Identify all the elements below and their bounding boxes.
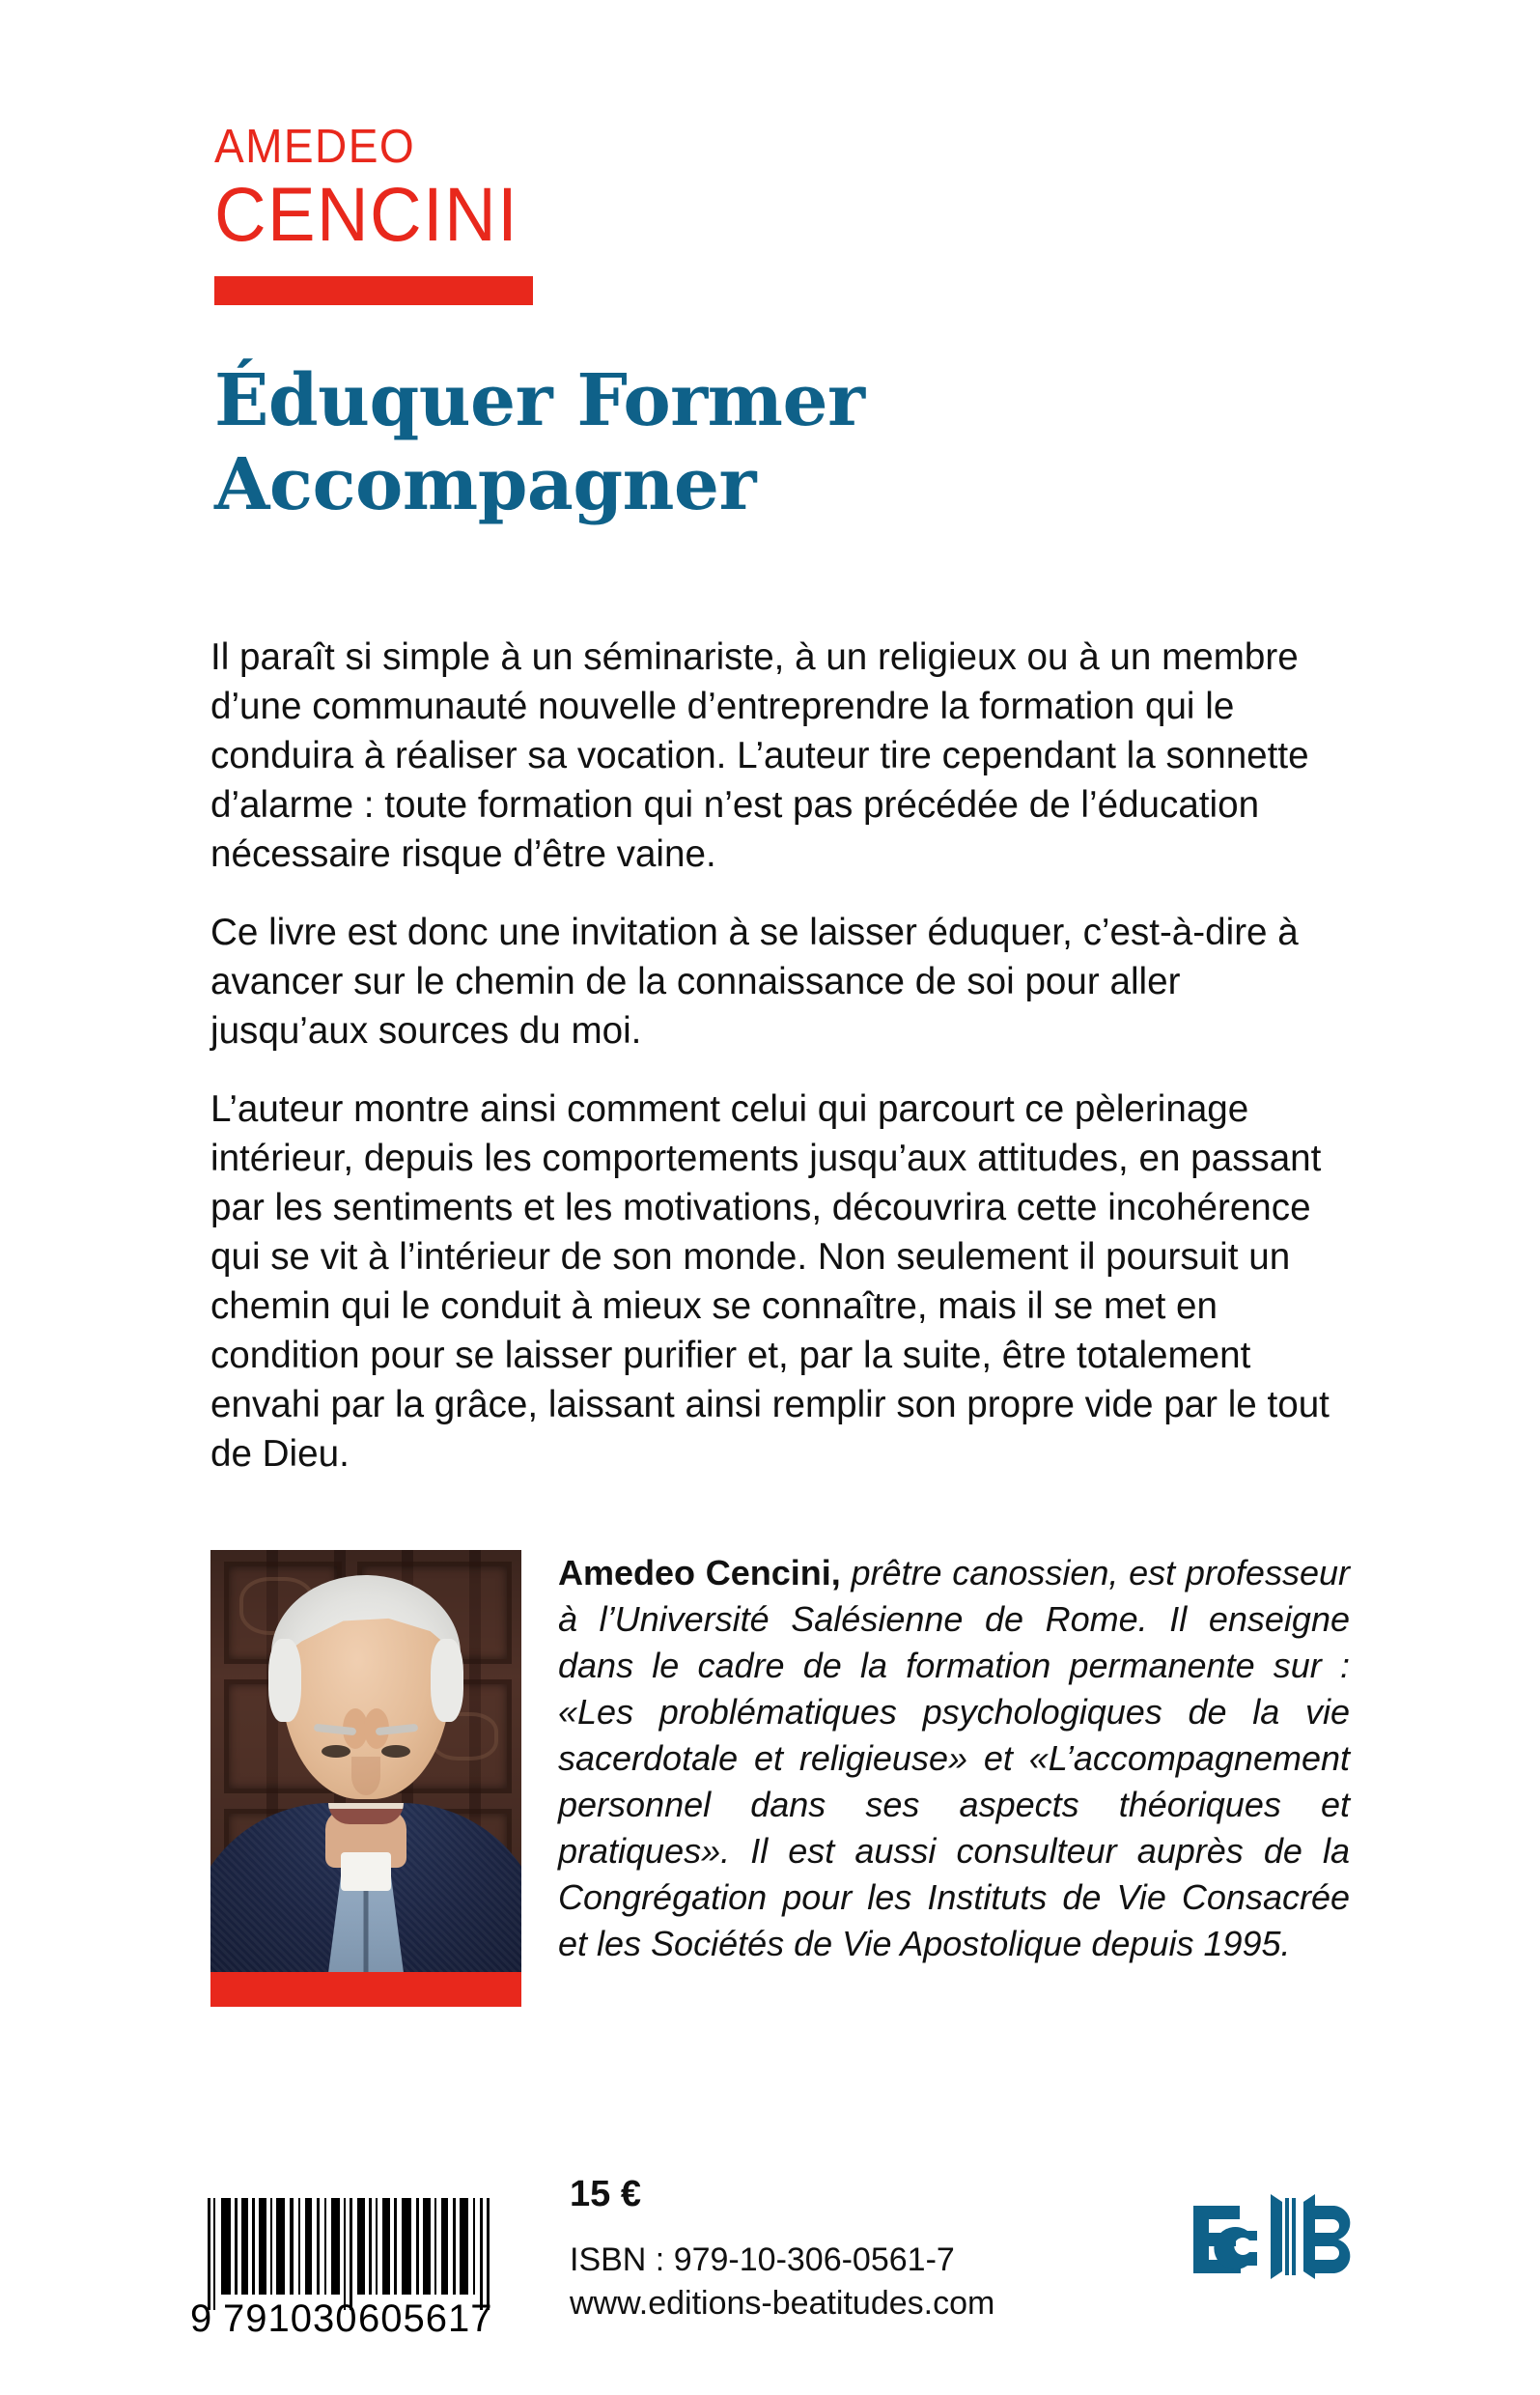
author-bio-text [558, 1550, 1350, 1967]
author-name-block [214, 121, 1354, 305]
website-link[interactable]: www.editions-beatitudes.com [570, 2284, 995, 2322]
isbn-barcode [179, 2184, 526, 2349]
red-rule-divider [214, 276, 533, 305]
hair-side-right [431, 1639, 463, 1722]
roman-collar [341, 1852, 391, 1891]
title-line-2: Accompagner [214, 442, 756, 526]
photo-red-bar [210, 1972, 521, 2007]
blurb-paragraph-3: L’auteur montre ainsi comment celui qui parcourt ce pèlerinage intérieur, depuis les comportements jusqu’aux attitudes, en passant par les sentiments et les motivations, découvrira cette incohérence qui se vit à l’intérieur de son monde. Non seulement il poursuit un chemin qui le conduit à mieux se connaître, mais il se met en condition pour se laisser purifier et, par la suite, être totalement envahi par la grâce, laissant ainsi remplir son propre vide par le tout de Dieu. [210, 1088, 1330, 1475]
author-bio-name: Amedeo Cencini, [558, 1553, 841, 1592]
nose [351, 1757, 380, 1795]
author-last-name: CENCINI [214, 171, 519, 257]
publication-info [570, 2175, 994, 2325]
svg-text:605617: 605617 [358, 2297, 493, 2340]
author-bio-body: prêtre canossien, est professeur à l’Université Salésienne de Rome. Il enseigne dans le cadre de la formation permanente sur : «Les problématiques psychologiques de la vie sacerdotale et religieuse» et «L’accompagnement personnel dans ses aspects théoriques et pratiques». Il est aussi consulteur auprès de la Congrégation pour les Instituts de Vie Consacrée et les Sociétés de Vie Apostolique depuis 1995. [558, 1553, 1350, 1963]
price-label: 15 € [570, 2174, 641, 2214]
page-title [214, 359, 1325, 526]
footer [0, 2173, 1540, 2366]
blurb-paragraph-2: Ce livre est donc une invitation à se laisser éduquer, c’est-à-dire à avancer sur le chemin de la connaissance de soi pour aller jusqu’aux sources du moi. [210, 912, 1299, 1052]
publisher-logo-edb [1188, 2177, 1371, 2293]
blurb-text [210, 633, 1350, 1479]
eye-right [322, 1745, 350, 1758]
svg-text:9: 9 [190, 2297, 212, 2340]
title-line-1: Éduquer Former [214, 359, 865, 442]
mouth [328, 1803, 404, 1824]
eye-left [381, 1745, 410, 1758]
isbn-label: ISBN : 979-10-306-0561-7 [570, 2240, 955, 2278]
author-photo [210, 1550, 521, 1972]
shirt-placket [364, 1885, 369, 1972]
hair-side-left [268, 1639, 301, 1722]
author-photo-wrapper [210, 1550, 521, 2007]
author-bio-section [210, 1550, 1350, 2007]
svg-text:791030: 791030 [223, 2297, 358, 2340]
blurb-paragraph-1: Il paraît si simple à un séminariste, à un religieux ou à un membre d’une communauté nouvelle d’entreprendre la formation qui le conduira à réaliser sa vocation. L’auteur tire cependant la sonnette d’alarme : toute formation qui n’est pas précédée de l’éducation nécessaire risque d’être vaine. [210, 636, 1309, 875]
author-first-name: AMEDEO [214, 121, 416, 173]
